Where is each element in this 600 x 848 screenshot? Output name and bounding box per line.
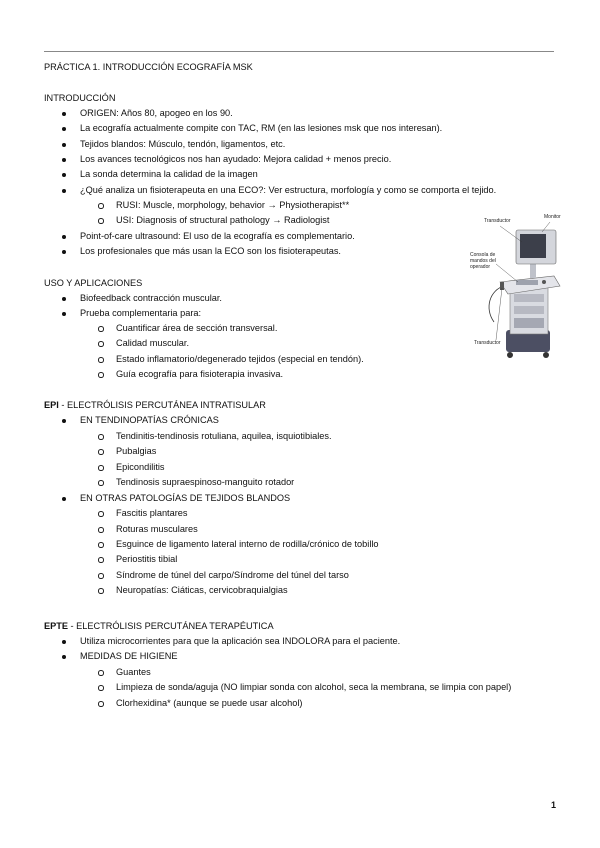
list-item: Point-of-care ultrasound: El uso de la ecografía es complementario. [80, 231, 355, 241]
bullet-icon [62, 297, 66, 301]
epte-title: - ELECTRÓLISIS PERCUTÁNEA TERAPÉUTICA [68, 621, 274, 631]
sub-bullet-icon [98, 341, 104, 347]
page-title: PRÁCTICA 1. INTRODUCCIÓN ECOGRAFÍA MSK [44, 62, 253, 72]
sub-list-item: USI: Diagnosis of structural pathology → Radiologist [116, 215, 330, 225]
list-item: Los profesionales que más usan la ECO son los fisioterapeutas. [80, 246, 341, 256]
sub-bullet-icon [98, 557, 104, 563]
bullet-icon [62, 497, 66, 501]
header-rule [44, 51, 554, 52]
bullet-icon [62, 655, 66, 659]
bullet-icon [62, 250, 66, 254]
list-item: MEDIDAS DE HIGIENE [80, 651, 178, 661]
bullet-icon [62, 235, 66, 239]
epi-title: - ELECTRÓLISIS PERCUTÁNEA INTRATISULAR [58, 400, 266, 410]
bullet-icon [62, 112, 66, 116]
sub-list-item: Limpieza de sonda/aguja (NO limpiar sonda con alcohol, seca la membrana, se limpia con papel) [116, 682, 512, 692]
sub-bullet-icon [98, 588, 104, 594]
list-item: La sonda determina la calidad de la imagen [80, 169, 258, 179]
sub-bullet-icon [98, 527, 104, 533]
bullet-icon [62, 158, 66, 162]
sub-list-item: RUSI: Muscle, morphology, behavior → Physiotherapist** [116, 200, 350, 210]
list-item: EN TENDINOPATÍAS CRÓNICAS [80, 415, 219, 425]
list-item: Tejidos blandos: Músculo, tendón, ligamentos, etc. [80, 139, 286, 149]
uso-heading: USO Y APLICACIONES [44, 278, 143, 288]
intro-heading: INTRODUCCIÓN [44, 93, 116, 103]
sub-bullet-icon [98, 701, 104, 707]
bullet-icon [62, 189, 66, 193]
sub-list-item: Cuantificar área de sección transversal. [116, 323, 278, 333]
bullet-icon [62, 127, 66, 131]
sub-bullet-icon [98, 511, 104, 517]
sub-bullet-icon [98, 218, 104, 224]
sub-list-item: Clorhexidina* (aunque se puede usar alcohol) [116, 698, 303, 708]
list-item: La ecografía actualmente compite con TAC, RM (en las lesiones msk que nos interesan). [80, 123, 443, 133]
sub-list-item: Roturas musculares [116, 524, 198, 534]
bullet-icon [62, 173, 66, 177]
figure-label-transducer-top: Transductor [484, 218, 511, 224]
sub-bullet-icon [98, 449, 104, 455]
list-item: Prueba complementaria para: [80, 308, 202, 318]
bullet-icon [62, 312, 66, 316]
sub-bullet-icon [98, 480, 104, 486]
sub-bullet-icon [98, 465, 104, 471]
sub-bullet-icon [98, 357, 104, 363]
list-item: Biofeedback contracción muscular. [80, 293, 222, 303]
sub-list-item: Guía ecografía para fisioterapia invasiva. [116, 369, 283, 379]
list-item: EN OTRAS PATOLOGÍAS DE TEJIDOS BLANDOS [80, 493, 291, 503]
sub-list-item: Epicondilitis [116, 462, 165, 472]
list-item: ORIGEN: Años 80, apogeo en los 90. [80, 108, 233, 118]
sub-list-item: Neuropatías: Ciáticas, cervicobraquialgias [116, 585, 288, 595]
sub-list-item: Tendinosis supraespinoso-manguito rotador [116, 477, 295, 487]
sub-list-item: Esguince de ligamento lateral interno de rodilla/crónico de tobillo [116, 539, 379, 549]
epte-abbr: EPTE [44, 621, 68, 631]
page-number: 1 [550, 800, 556, 810]
list-item: Los avances tecnológicos nos han ayudado: Mejora calidad + menos precio. [80, 154, 392, 164]
list-item: ¿Qué analiza un fisioterapeuta en una ECO?: Ver estructura, morfología y como se comporta el tejido. [80, 185, 497, 195]
epi-heading [44, 399, 266, 411]
sub-bullet-icon [98, 670, 104, 676]
bullet-icon [62, 419, 66, 423]
sub-bullet-icon [98, 372, 104, 378]
sub-list-item: Periostitis tibial [116, 554, 178, 564]
list-item: Utiliza microcorrientes para que la aplicación sea INDOLORA para el paciente. [80, 636, 401, 646]
sub-list-item: Tendinitis-tendinosis rotuliana, aquilea, isquiotibiales. [116, 431, 332, 441]
figure-label-console: Consola de mandos del operador [470, 252, 496, 270]
sub-bullet-icon [98, 326, 104, 332]
figure-label-monitor: Monitor [544, 214, 561, 220]
sub-list-item: Pubalgias [116, 446, 157, 456]
ultrasound-machine-figure [470, 212, 566, 362]
sub-list-item: Síndrome de túnel del carpo/Síndrome del túnel del tarso [116, 570, 349, 580]
sub-list-item: Guantes [116, 667, 151, 677]
sub-bullet-icon [98, 542, 104, 548]
sub-bullet-icon [98, 434, 104, 440]
epi-abbr: EPI [44, 400, 59, 410]
sub-list-item: Calidad muscular. [116, 338, 190, 348]
sub-list-item: Estado inflamatorio/degenerado tejidos (especial en tendón). [116, 354, 364, 364]
epte-heading [44, 620, 274, 632]
sub-bullet-icon [98, 573, 104, 579]
bullet-icon [62, 143, 66, 147]
sub-list-item: Fascitis plantares [116, 508, 188, 518]
figure-label-transducer: Transductor [474, 340, 501, 346]
bullet-icon [62, 640, 66, 644]
sub-bullet-icon [98, 685, 104, 691]
sub-bullet-icon [98, 203, 104, 209]
